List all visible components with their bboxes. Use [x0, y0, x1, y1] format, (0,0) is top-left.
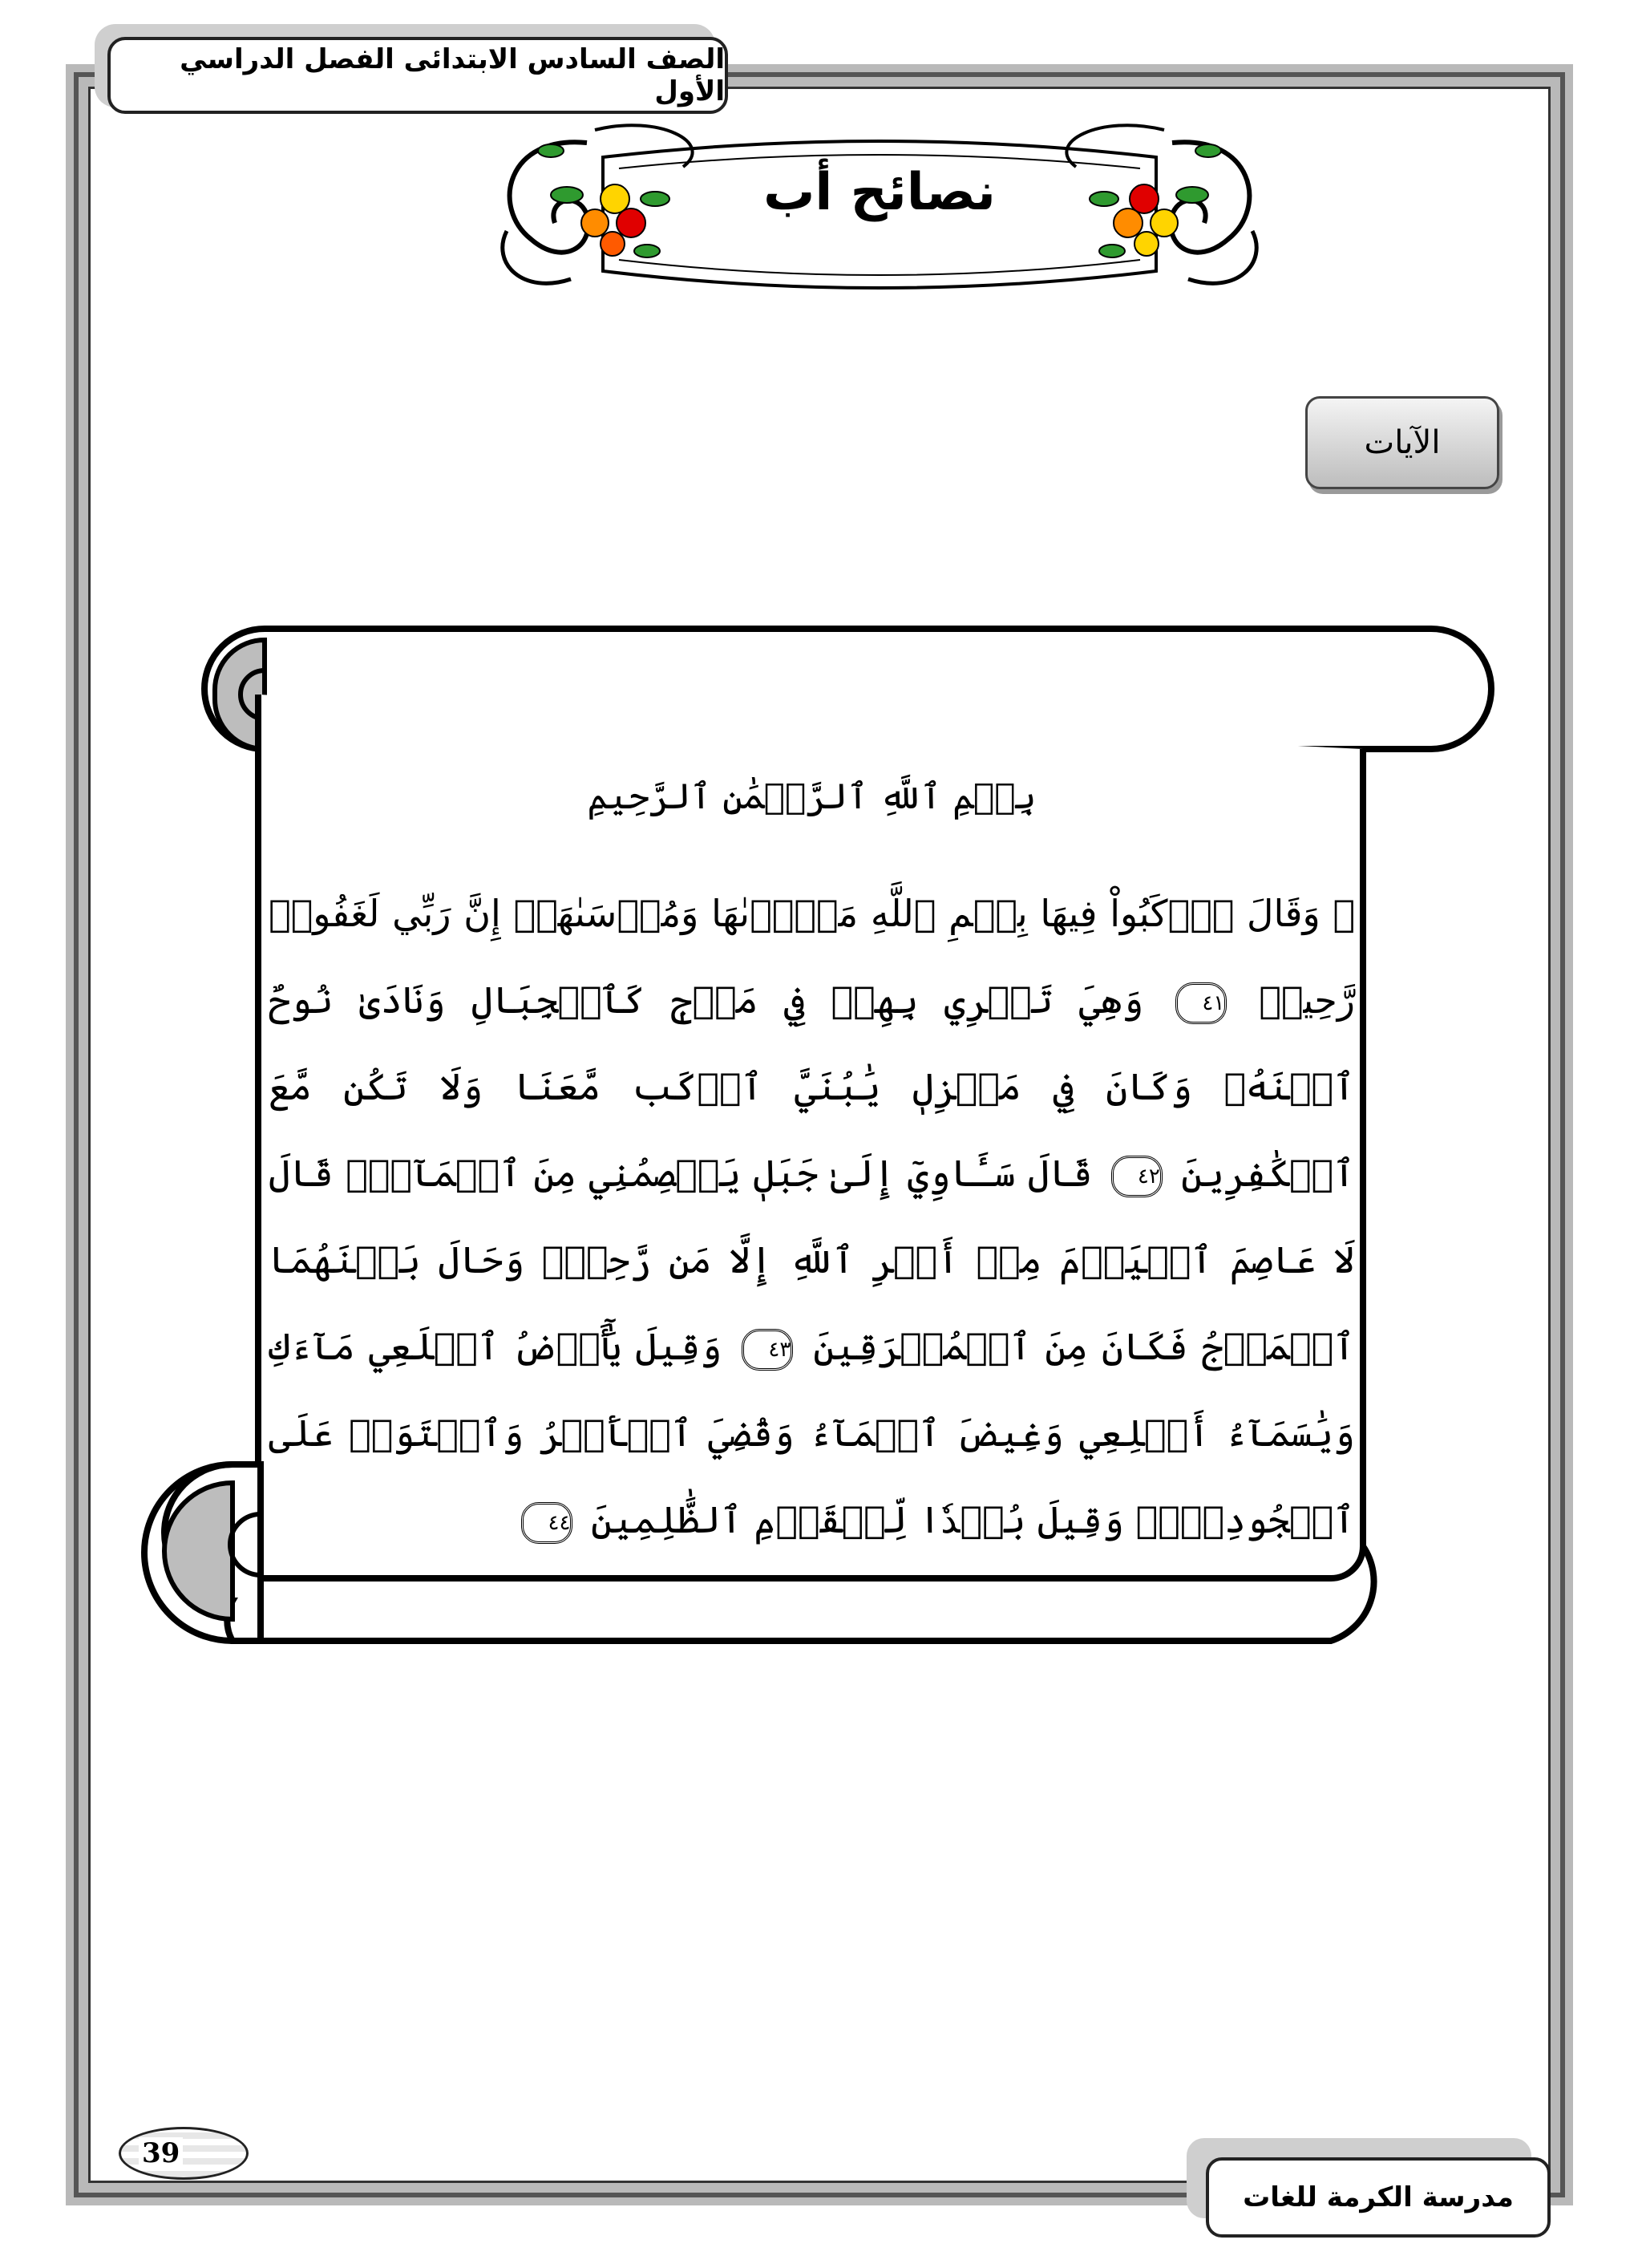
verse-43: قَالَ سَـَٔاوِيٓ إِلَىٰ جَبَلٖ يَعۡصِمُنِي مِنَ ٱلۡمَآءِۚ قَالَ لَا عَاصِمَ ٱلۡيَوۡمَ مِنۡ أَمۡرِ ٱللَّهِ إِلَّا مَن رَّحِمَۚ وَحَالَ بَيۡنَهُمَا ٱلۡمَوۡجُ فَكَانَ مِنَ ٱلۡمُغۡرَقِينَ: [269, 1152, 1356, 1368]
verse-number-42: ٤٢: [1111, 1156, 1163, 1197]
verse-42: وَهِيَ تَجۡرِي بِهِمۡ فِي مَوۡجٖ كَٱلۡجِبَالِ وَنَادَىٰ نُوحٌ ٱبۡنَهُۥ وَكَانَ فِي مَعۡزِلٖ يَٰبُنَيَّ ٱرۡكَب مَّعَنَا وَلَا تَكُن مَّعَ ٱلۡكَٰفِرِينَ: [269, 978, 1355, 1195]
grade-header-label: الصف السادس الابتدائى الفصل الدراسي الأول: [180, 43, 725, 107]
lesson-title: نصائح أب: [763, 163, 996, 222]
verse-number-44: ٤٤: [521, 1502, 572, 1544]
page-number: 39: [139, 2137, 183, 2169]
grade-header: [107, 37, 728, 114]
page-number-badge: [119, 2127, 249, 2180]
title-banner: [475, 119, 1284, 302]
verse-number-43: ٤٣: [742, 1329, 793, 1371]
section-label-verses: [1305, 396, 1499, 489]
verses-passage: [269, 870, 1355, 1563]
verse-44: وَقِيلَ يَٰٓأَرۡضُ ٱبۡلَعِي مَآءَكِ وَيَٰسَمَآءُ أَقۡلِعِي وَغِيضَ ٱلۡمَآءُ وَقُضِيَ ٱلۡأَمۡرُ وَٱسۡتَوَتۡ عَلَى ٱلۡجُودِيِّۖ وَقِيلَ بُعۡدٗا لِّلۡقَوۡمِ ٱلظَّٰلِمِينَ: [269, 1325, 1355, 1541]
verse-number-41: ٤١: [1175, 982, 1227, 1024]
section-label-text: الآيات: [1364, 424, 1441, 461]
basmala: بِسۡمِ ٱللَّهِ ٱلرَّحۡمَٰنِ ٱلرَّحِيمِ: [587, 776, 1037, 817]
school-footer: [1206, 2157, 1551, 2238]
verse-41: ۞ وَقَالَ ٱرۡكَبُواْ فِيهَا بِسۡمِ ٱللَّهِ مَجۡرٜىٰهَا وَمُرۡسَىٰهَآۚ إِنَّ رَبِّي لَغَفُورٞ رَّحِيمٞ: [269, 892, 1355, 1022]
school-name: مدرسة الكرمة للغات: [1243, 2181, 1514, 2213]
